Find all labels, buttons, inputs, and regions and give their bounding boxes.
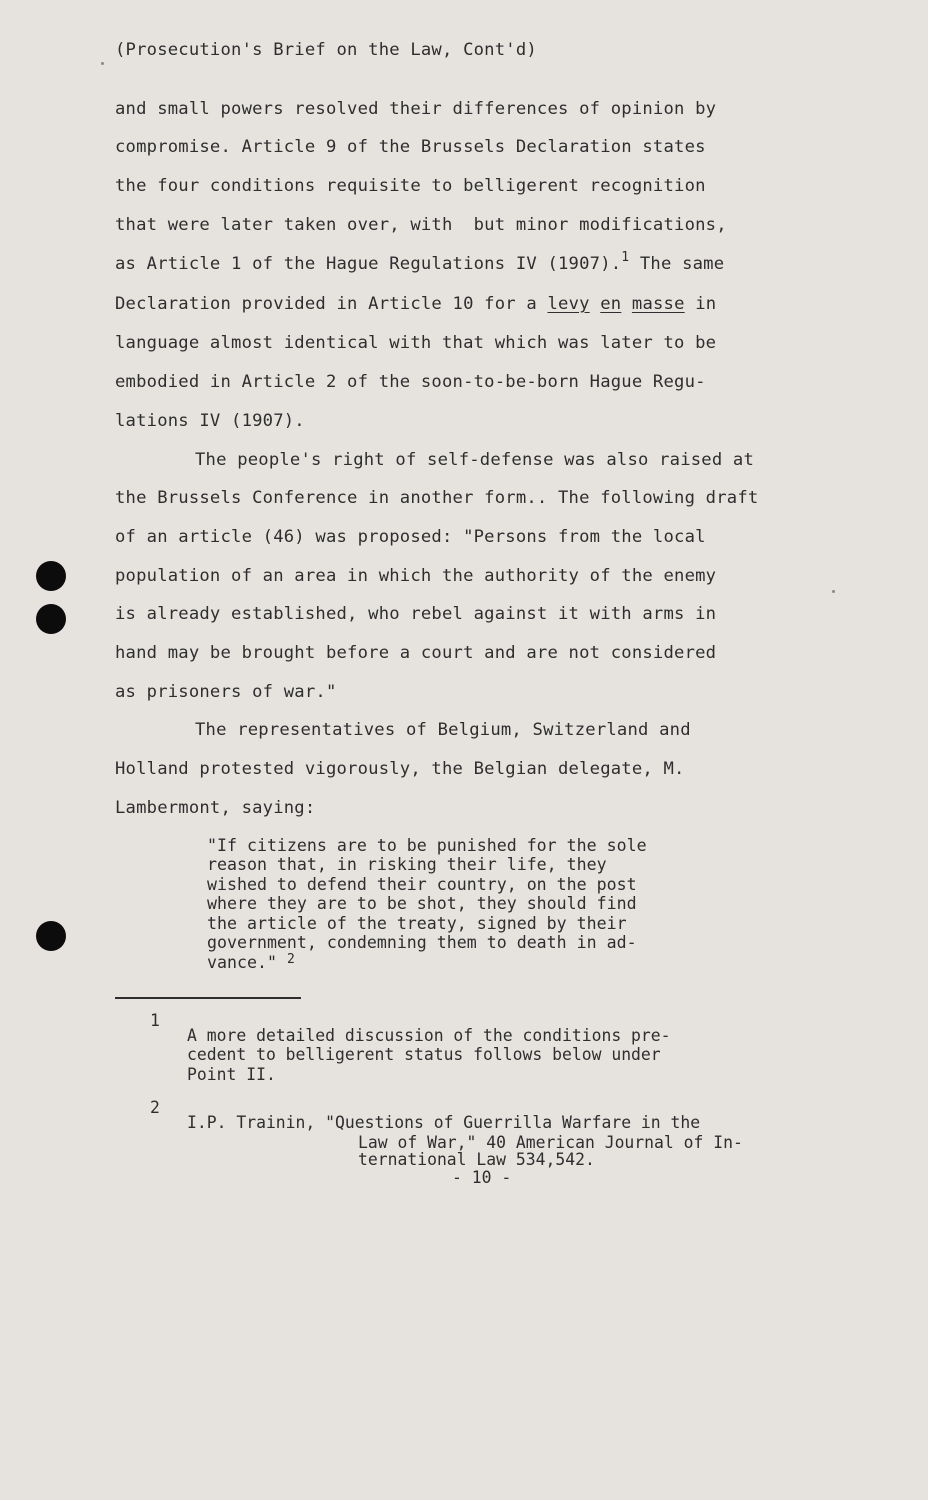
footnote-1-line-1: A more detailed discussion of the conditions pre- xyxy=(187,1026,671,1045)
p1-line-2: compromise. Article 9 of the Brussels Declaration states xyxy=(115,137,706,157)
p1-line-6-tail: in xyxy=(684,294,717,314)
p1-line-6-text: Declaration provided in Article 10 for a xyxy=(115,294,548,314)
p2-line-2: the Brussels Conference in another form.. The following draft xyxy=(115,488,759,508)
p1-line-5-text: as Article 1 of the Hague Regulations IV (1907). xyxy=(115,254,622,274)
quote-line-4: where they are to be shot, they should find xyxy=(207,894,637,913)
footnote-ref-2: 2 xyxy=(286,952,295,967)
p3-line-1: The representatives of Belgium, Switzerland and xyxy=(195,720,691,740)
punch-hole-top xyxy=(36,561,66,591)
page-number: - 10 - xyxy=(452,1168,512,1187)
p1-line-8: embodied in Article 2 of the soon-to-be-born Hague Regu- xyxy=(115,372,706,392)
footnote-1-line-2: cedent to belligerent status follows below under xyxy=(187,1045,661,1064)
p2-line-6: hand may be brought before a court and are not considered xyxy=(115,643,717,663)
p1-line-5 xyxy=(115,250,725,274)
p2-line-1: The people's right of self-defense was also raised at xyxy=(195,450,755,470)
p2-line-7: as prisoners of war." xyxy=(115,682,337,702)
footnote-2-number: 2 xyxy=(150,1098,160,1117)
footnote-separator xyxy=(115,997,301,999)
p3-line-2: Holland protested vigorously, the Belgian delegate, M. xyxy=(115,759,685,779)
p2-line-4: population of an area in which the authority of the enemy xyxy=(115,566,717,586)
p1-line-3: the four conditions requisite to belligerent recognition xyxy=(115,176,706,196)
underlined-masse: masse xyxy=(631,294,685,314)
p1-line-6 xyxy=(115,294,716,314)
paper-speck xyxy=(101,62,104,65)
p3-line-3: Lambermont, saying: xyxy=(115,798,316,818)
running-header: (Prosecution's Brief on the Law, Cont'd) xyxy=(115,40,537,60)
footnote-2-line-1: I.P. Trainin, "Questions of Guerrilla Warfare in the xyxy=(187,1113,701,1132)
p1-line-1: and small powers resolved their differences of opinion by xyxy=(115,99,717,119)
quote-line-6: government, condemning them to death in ad- xyxy=(207,933,637,952)
paper-speck xyxy=(832,590,835,593)
p2-line-5: is already established, who rebel against it with arms in xyxy=(115,604,717,624)
punch-hole-bottom xyxy=(36,921,66,951)
footnote-2-line-3: ternational Law 534,542. xyxy=(358,1150,595,1169)
quote-line-2: reason that, in risking their life, they xyxy=(207,855,607,874)
punch-hole-middle xyxy=(36,604,66,634)
footnote-ref-1: 1 xyxy=(621,250,630,265)
p1-line-4: that were later taken over, with but minor modifications, xyxy=(115,215,727,235)
p1-line-9: lations IV (1907). xyxy=(115,411,305,431)
quote-line-7 xyxy=(207,953,295,975)
footnote-2-line-2: Law of War," 40 American Journal of In- xyxy=(358,1133,743,1152)
quote-line-5: the article of the treaty, signed by their xyxy=(207,914,627,933)
underlined-en: en xyxy=(600,294,622,314)
footnote-1-line-3: Point II. xyxy=(187,1065,276,1084)
quote-line-7-text: vance." xyxy=(207,953,277,972)
p1-line-7: language almost identical with that which was later to be xyxy=(115,333,717,353)
quote-line-1: "If citizens are to be punished for the sole xyxy=(207,836,647,855)
footnote-1-number: 1 xyxy=(150,1011,160,1030)
p1-line-5-tail: The same xyxy=(629,254,725,274)
underlined-levy: levy xyxy=(547,294,590,314)
quote-line-3: wished to defend their country, on the post xyxy=(207,875,637,894)
p2-line-3: of an article (46) was proposed: "Persons from the local xyxy=(115,527,706,547)
